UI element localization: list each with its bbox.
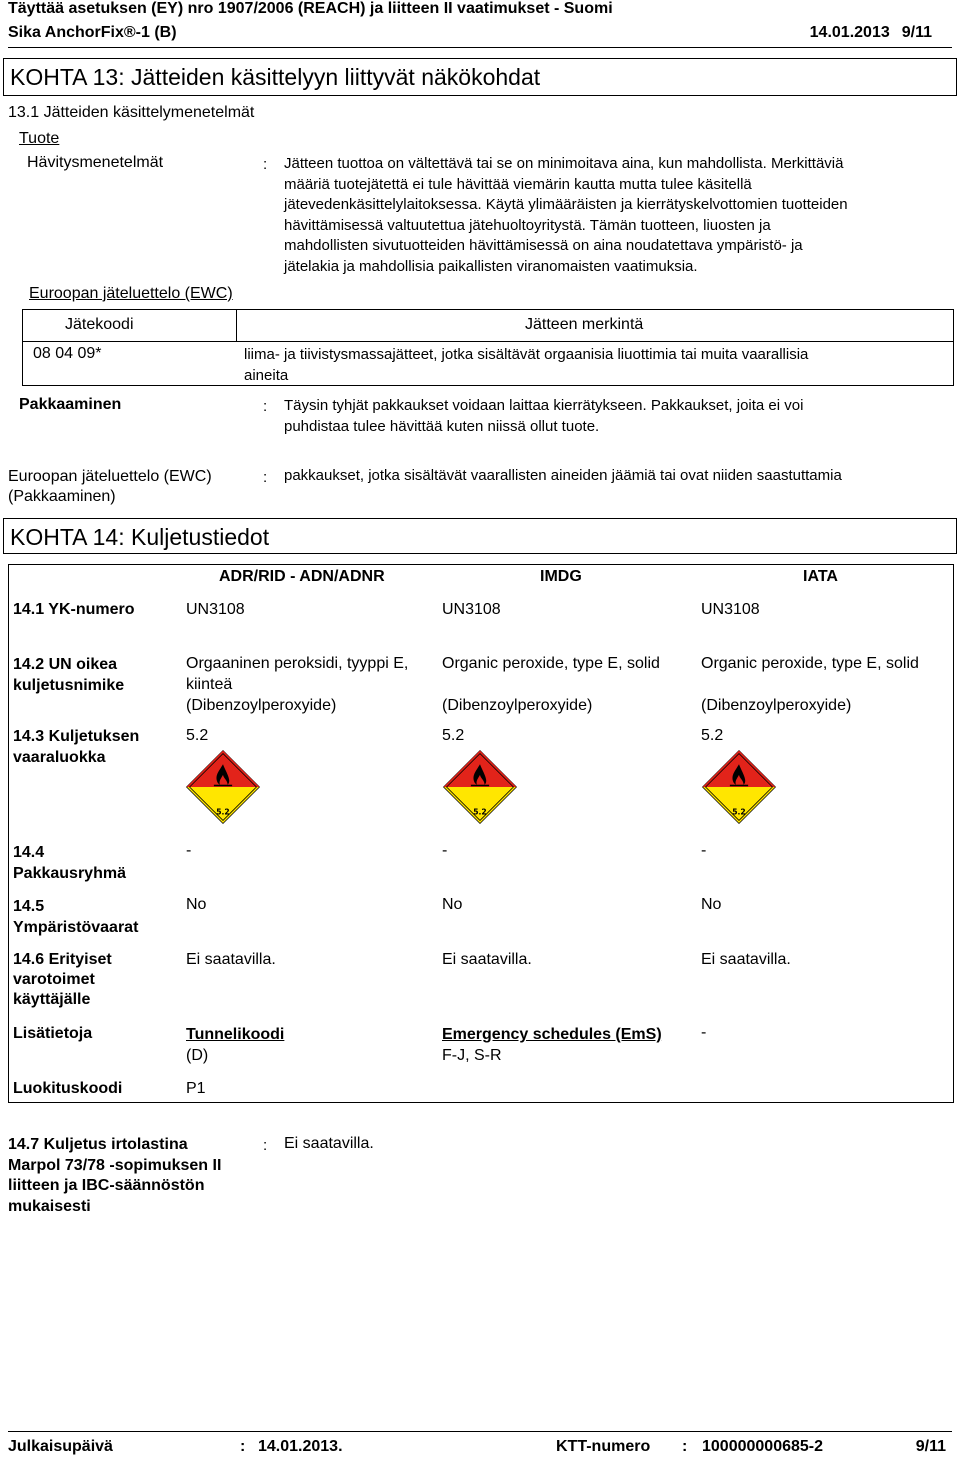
ewc-header-description: Jätteen merkintä [525, 316, 644, 333]
section13-title: KOHTA 13: Jätteiden käsittelyyn liittyvät näkökohdat [10, 64, 541, 90]
hazard-class-label-line: 14.3 Kuljetuksen [13, 728, 140, 745]
disposal-line: hävittämisessä valtuutettua jätehuoltoyritystä. Tämän tuotteen, liuosten ja [284, 216, 771, 234]
pictogram-label-adr: 5.2 [216, 807, 230, 817]
env-hazards-label-line: Ympäristövaarat [13, 919, 139, 936]
header-date-page [798, 24, 932, 42]
hazard-class-imdg: 5.2 [442, 727, 465, 744]
hazard-class-label [13, 726, 139, 768]
ewc-header-divider [23, 341, 953, 342]
shipping-name-adr-line: kiinteä [186, 676, 233, 693]
issue-date-colon: : [240, 1438, 246, 1455]
packing-group-label-line: 14.4 [13, 844, 45, 861]
transport-table [8, 564, 954, 1103]
shipping-name-imdg-line: Organic peroxide, type E, solid [442, 655, 660, 672]
bulk-transport-label-line: liitteen ja IBC-säännöstön [8, 1177, 205, 1194]
packaging-text [284, 396, 956, 437]
footer-page: 9/11 [915, 1438, 946, 1455]
packing-group-imdg: - [442, 842, 448, 859]
organic-peroxide-pictogram-iata [701, 749, 777, 825]
product-label: Tuote [19, 130, 60, 147]
bulk-transport-label-line: mukaisesti [8, 1197, 91, 1215]
ewc-header-code: Jätekoodi [65, 316, 134, 333]
disposal-line: Jätteen tuottoa on vältettävä tai se on minimoitava aina, kun mahdollista. Merkittäviä [284, 155, 844, 172]
disposal-line: jätelakia ja mahdollisia paikallisten viranomaisten vaatimuksia. [284, 257, 698, 275]
header-date: 14.01.2013 [809, 24, 890, 41]
section14-title-box [3, 518, 957, 554]
additional-iata: - [701, 1024, 707, 1041]
special-precautions-label-line: 14.6 Erityiset [13, 951, 112, 968]
bulk-transport-label [8, 1135, 221, 1217]
un-number-label: 14.1 YK-numero [13, 601, 135, 618]
regulation-header: Täyttää asetuksen (EY) nro 1907/2006 (REACH) ja liitteen II vaatimukset - Suomi [8, 0, 613, 17]
disposal-line: mahdollisten sivutuotteiden hävittämisessä on aina noudatettava ympäristö- ja [284, 237, 803, 254]
ewc-label: Euroopan jäteluettelo (EWC) [29, 285, 233, 302]
ewc-pack-label-line: Euroopan jäteluettelo (EWC) [8, 468, 212, 485]
hazard-class-label-line: vaaraluokka [13, 749, 106, 766]
special-precautions-iata: Ei saatavilla. [701, 951, 791, 968]
env-hazards-label [13, 896, 138, 938]
bulk-transport-value: Ei saatavilla. [284, 1135, 374, 1152]
organic-peroxide-pictogram-adr [185, 749, 261, 825]
disposal-colon: : [263, 156, 268, 173]
ewc-description-line: aineita [244, 366, 289, 384]
bulk-transport-colon: : [263, 1137, 268, 1154]
footer [8, 1438, 952, 1460]
shipping-name-label [13, 654, 124, 696]
ewc-pack-label [8, 467, 212, 507]
packaging-line: puhdistaa tulee hävittää kuten niissä ollut tuote. [284, 417, 600, 435]
pictogram-label-iata: 5.2 [732, 807, 746, 817]
special-precautions-label-line: varotoimet [13, 971, 95, 988]
hazard-class-adr: 5.2 [186, 727, 209, 744]
env-hazards-iata: No [701, 896, 722, 913]
ewc-table [22, 309, 954, 386]
tunnel-code-title: Tunnelikoodi [186, 1026, 285, 1043]
tunnel-code-value: (D) [186, 1047, 209, 1064]
ewc-code: 08 04 09* [33, 345, 102, 362]
shipping-name-imdg [442, 653, 660, 716]
shipping-name-imdg-line: (Dibenzoylperoxyide) [442, 697, 593, 714]
column-iata: IATA [803, 568, 838, 585]
column-adr: ADR/RID - ADN/ADNR [219, 568, 385, 585]
product-header [8, 24, 952, 46]
env-hazards-imdg: No [442, 896, 463, 913]
product-name: Sika AnchorFix®-1 (B) [8, 24, 177, 41]
ktt-number: 100000000685-2 [702, 1438, 824, 1455]
packing-group-label-line: Pakkausryhmä [13, 865, 126, 882]
additional-imdg [442, 1024, 662, 1066]
shipping-name-adr-line: (Dibenzoylperoxyide) [186, 697, 337, 714]
packing-group-adr: - [186, 842, 192, 859]
special-precautions-imdg: Ei saatavilla. [442, 951, 532, 968]
ewc-pack-colon: : [263, 469, 268, 486]
classification-code-value: P1 [186, 1080, 206, 1097]
shipping-name-iata-line: (Dibenzoylperoxyide) [701, 697, 852, 714]
shipping-name-adr [186, 653, 408, 716]
shipping-name-adr-line: Orgaaninen peroksidi, tyyppi E, [186, 655, 409, 672]
section13-title-box [3, 58, 957, 96]
bulk-transport-label-line: Marpol 73/78 -sopimuksen II [8, 1156, 222, 1174]
section14-title: KOHTA 14: Kuljetustiedot [10, 524, 270, 550]
env-hazards-adr: No [186, 896, 207, 913]
column-imdg: IMDG [540, 568, 582, 585]
special-precautions-adr: Ei saatavilla. [186, 951, 276, 968]
ewc-pack-text: pakkaukset, jotka sisältävät vaarallisten aineiden jäämiä tai ovat niiden saastuttamia [284, 467, 842, 484]
organic-peroxide-pictogram-imdg [442, 749, 518, 825]
ktt-label: KTT-numero [556, 1438, 651, 1455]
shipping-name-iata-line: Organic peroxide, type E, solid [701, 655, 919, 672]
ewc-pack-label-line: (Pakkaaminen) [8, 488, 116, 505]
ems-value: F-J, S-R [442, 1047, 502, 1064]
ewc-col-divider [236, 310, 237, 341]
hazard-class-iata: 5.2 [701, 727, 724, 744]
issue-date-label: Julkaisupäivä [8, 1438, 113, 1455]
additional-adr [186, 1024, 284, 1066]
issue-date: 14.01.2013. [258, 1438, 343, 1455]
bulk-transport-label-line: 14.7 Kuljetus irtolastina [8, 1136, 188, 1153]
packing-group-label [13, 842, 126, 884]
un-number-adr: UN3108 [186, 601, 245, 618]
special-precautions-label [13, 950, 112, 1010]
shipping-name-iata-line [701, 674, 919, 695]
un-number-imdg: UN3108 [442, 601, 501, 618]
pictogram-label-imdg: 5.2 [473, 807, 487, 817]
ktt-colon: : [682, 1438, 688, 1455]
packaging-label: Pakkaaminen [19, 396, 122, 413]
section13-subtitle: 13.1 Jätteiden käsittelymenetelmät [8, 104, 255, 121]
ewc-description-line: liima- ja tiivistysmassajätteet, jotka sisältävät orgaanisia liuottimia tai muita vaarallisia [244, 346, 809, 363]
shipping-name-label-line: kuljetusnimike [13, 677, 125, 694]
classification-code-label: Luokituskoodi [13, 1080, 123, 1097]
header-divider [8, 47, 952, 48]
additional-label: Lisätietoja [13, 1025, 93, 1042]
ewc-description [244, 345, 944, 386]
shipping-name-imdg-line [442, 674, 660, 695]
packaging-colon: : [263, 398, 268, 415]
footer-divider [8, 1431, 952, 1432]
disposal-line: jätevedenkäsittelylaitoksessa. Käytä ylimääräisten ja kierrätyskelvottomien tuotteiden [284, 196, 848, 213]
shipping-name-iata [701, 653, 919, 716]
packing-group-iata: - [701, 842, 707, 859]
ems-title: Emergency schedules (EmS) [442, 1026, 662, 1043]
header-page: 9/11 [901, 24, 932, 41]
env-hazards-label-line: 14.5 [13, 898, 45, 915]
disposal-label: Hävitysmenetelmät [27, 154, 164, 171]
special-precautions-label-line: käyttäjälle [13, 991, 91, 1008]
disposal-line: määriä tuotejätettä ei tule hävittää viemärin kautta mutta tulee käsitellä [284, 175, 752, 193]
un-number-iata: UN3108 [701, 601, 760, 618]
shipping-name-label-line: 14.2 UN oikea [13, 656, 118, 673]
disposal-text [284, 154, 956, 277]
packaging-line: Täysin tyhjät pakkaukset voidaan laittaa kierrätykseen. Pakkaukset, joita ei voi [284, 397, 804, 414]
